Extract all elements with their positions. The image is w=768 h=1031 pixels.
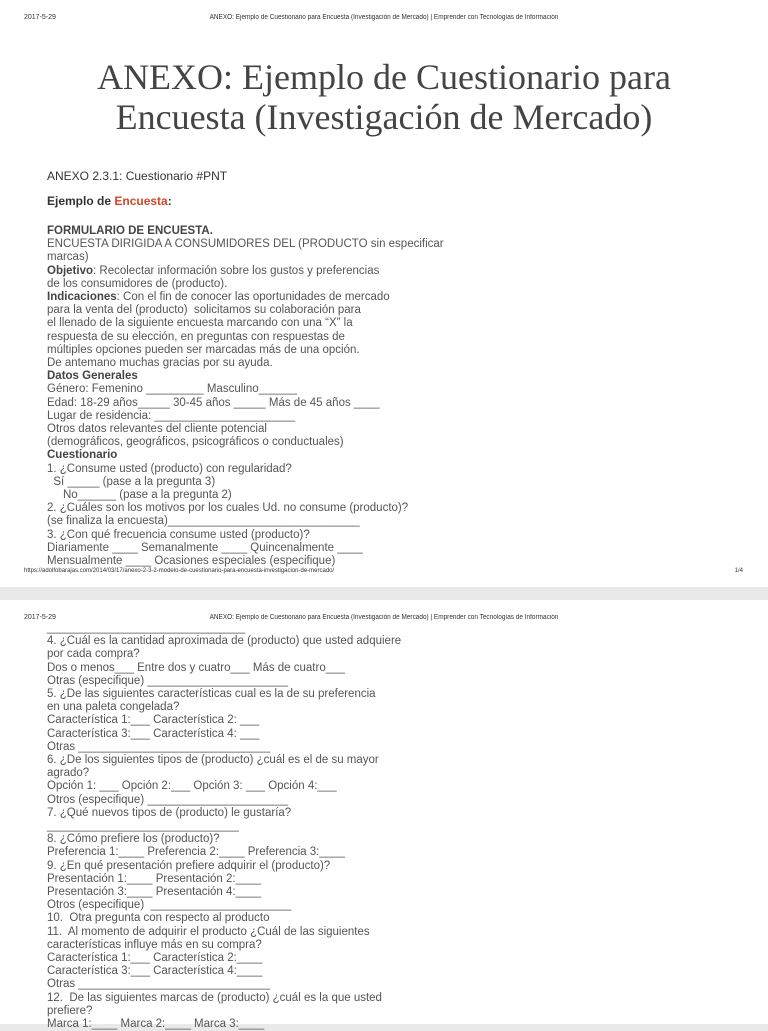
header-title: ANEXO: Ejemplo de Cuestionario para Encuesta (Investigación de Mercado) | Emprender con Tecnologías de Información [209, 614, 559, 621]
line-text: Mensualmente ____ Ocasiones especiales (especifique) [47, 555, 336, 568]
text-line [47, 436, 444, 449]
field-label: Objetivo [47, 264, 94, 277]
line-text: No______ (pase a la pregunta 2) [47, 489, 232, 502]
line-text: Diariamente ____ Semanalmente ____ Quincenalmente ____ [47, 541, 363, 554]
text-line [47, 899, 401, 912]
line-text: Otros datos relevantes del cliente potencial [47, 423, 267, 436]
text-line [47, 648, 401, 661]
text-line [47, 291, 444, 304]
line-text: 10. Otra pregunta con respecto al producto [47, 912, 270, 925]
text-line [47, 965, 401, 978]
section-heading: FORMULARIO DE ENCUESTA. [47, 225, 213, 237]
text-line [47, 714, 401, 727]
text-line [47, 688, 401, 701]
line-text: (se finaliza la encuesta)______________________________ [47, 515, 360, 528]
text-line [47, 238, 444, 251]
header-title: ANEXO: Ejemplo de Cuestionario para Encuesta (Investigación de Mercado) | Emprender con Tecnologías de Información [209, 14, 559, 21]
document-title-line-1: ANEXO: Ejemplo de Cuestionario para [97, 57, 671, 97]
encuesta-link[interactable]: Encuesta [114, 194, 168, 208]
text-line [47, 662, 401, 675]
questionnaire-body-page-2 [47, 622, 401, 1031]
page-header [0, 10, 768, 24]
line-text: por cada compra? [47, 648, 140, 661]
text-line [47, 754, 401, 767]
line-text: 5. ¿De las siguientes características cual es la de su preferencia [47, 688, 376, 701]
line-text: características influye más en su compra? [47, 938, 262, 951]
line-text: prefiere? [47, 1004, 93, 1017]
text-line [47, 344, 444, 357]
line-text: de los consumidores de (producto). [47, 277, 228, 290]
line-text: agrado? [47, 767, 90, 780]
section-heading: Datos Generales [47, 370, 138, 383]
line-text: Dos o menos___ Entre dos y cuatro___ Más de cuatro___ [47, 661, 345, 674]
line-text: 3. ¿Con qué frecuencia consume usted (producto)? [47, 528, 310, 541]
text-line [47, 912, 401, 925]
line-text: Presentación 1:____ Presentación 2:____ [47, 872, 262, 885]
text-line [47, 741, 401, 754]
text-line [47, 833, 401, 846]
line-text: 11. Al momento de adquirir el producto ¿Cuál de las siguientes [47, 925, 370, 938]
text-line [47, 807, 401, 820]
text-line [47, 952, 401, 965]
header-date: 2017-5-29 [24, 14, 56, 21]
text-line [47, 529, 444, 542]
text-line [47, 886, 401, 899]
text-line [47, 304, 444, 317]
text-line [47, 1005, 401, 1018]
text-line [47, 820, 401, 833]
line-text: 4. ¿Cuál es la cantidad aproximada de (producto) que usted adquiere [47, 635, 402, 648]
line-text: 12. De las siguientes marcas de (producto) ¿cuál es la que usted [47, 991, 382, 1004]
field-label: Indicaciones [47, 291, 117, 304]
text-line [47, 463, 444, 476]
line-text: Otros (especifique) ______________________ [47, 899, 292, 912]
text-line [47, 251, 444, 264]
line-text: para la venta del (producto) solicitamos su colaboración para [47, 304, 361, 317]
ejemplo-prefix: Ejemplo de [47, 194, 115, 208]
footer-page-number: 1/4 [734, 568, 743, 574]
line-text: 6. ¿De los siguientes tipos de (producto) ¿cuál es el de su mayor [47, 754, 379, 767]
line-text: ______________________________ [47, 820, 239, 833]
text-line [47, 317, 444, 330]
text-line [47, 926, 401, 939]
line-text: De antemano muchas gracias por su ayuda. [47, 357, 273, 370]
line-text: : Con el fin de conocer las oportunidades de mercado [116, 291, 390, 304]
line-text: Otras ______________________________ [47, 740, 271, 753]
line-text: respuesta de su elección, en preguntas con respuestas de [47, 330, 345, 343]
text-line [47, 502, 444, 515]
anexo-label: ANEXO 2.3.1: Cuestionario #PNT [47, 169, 228, 183]
text-line [47, 939, 401, 952]
line-text: 2. ¿Cuáles son los motivos por los cuales Ud. no consume (producto)? [47, 502, 409, 515]
text-line [47, 860, 401, 873]
section-heading: Cuestionario [47, 449, 118, 462]
line-text: el llenado de la siguiente encuesta marcando con una “X” la [47, 317, 353, 330]
line-text: múltiples opciones pueden ser marcadas más de una opción. [47, 343, 360, 356]
text-line [47, 278, 444, 291]
text-line [47, 476, 444, 489]
text-line [47, 728, 401, 741]
text-line [47, 978, 401, 991]
line-text: Característica 3:___ Característica 4:____ [47, 965, 263, 978]
line-text: Característica 1:___ Característica 2: ___ [47, 714, 260, 727]
text-line [47, 410, 444, 423]
text-line [47, 370, 444, 383]
line-text: Presentación 3:____ Presentación 4:____ [47, 886, 262, 899]
header-date: 2017-5-29 [24, 614, 56, 621]
text-line [47, 331, 444, 344]
line-text: 7. ¿Qué nuevos tipos de (producto) le gustaría? [47, 806, 292, 819]
line-text: Otros (especifique) ______________________ [47, 793, 289, 806]
text-line [47, 675, 401, 688]
ejemplo-suffix: : [167, 194, 172, 208]
text-line [47, 767, 401, 780]
line-text: Característica 1:___ Característica 2:____ [47, 952, 263, 965]
document-page-2 [0, 600, 768, 1031]
line-text: ENCUESTA DIRIGIDA A CONSUMIDORES DEL (PRODUCTO sin especificar [47, 238, 444, 251]
line-text: marcas) [47, 251, 89, 264]
line-text: Edad: 18-29 años_____ 30-45 años _____ Más de 45 años ____ [47, 396, 380, 409]
line-text: Opción 1: ___ Opción 2:___ Opción 3: ___ Opción 4:___ [47, 780, 337, 793]
line-text: Género: Femenino _________ Masculino______ [47, 383, 297, 396]
text-line [47, 1018, 401, 1031]
line-text: Característica 3:___ Característica 4: ___ [47, 727, 260, 740]
text-line [47, 701, 401, 714]
footer-url: https://adolfobarajas.com/2014/03/17/anexo-2-3-2-modelo-de-cuestionario-para-encuesta-investigacion-de-mercado/ [24, 568, 335, 574]
text-line [47, 846, 401, 859]
line-text: 1. ¿Consume usted (producto) con regularidad? [47, 462, 292, 475]
line-text: : Recolectar información sobre los gustos y preferencias [93, 264, 380, 277]
text-line [47, 225, 444, 238]
text-line [47, 873, 401, 886]
text-line [47, 555, 444, 568]
text-line [47, 397, 444, 410]
text-line [47, 357, 444, 370]
line-text: _______________________________ [47, 622, 246, 634]
line-text: Lugar de residencia: ______________________ [47, 409, 296, 422]
text-line [47, 423, 444, 436]
ejemplo-heading [47, 194, 172, 208]
line-text: Otras (especifique) ______________________ [47, 674, 289, 687]
text-line [47, 489, 444, 502]
text-line [47, 992, 401, 1005]
line-text: Preferencia 1:____ Preferencia 2:____ Preferencia 3:____ [47, 846, 345, 859]
line-text: 8. ¿Cómo prefiere los (producto)? [47, 833, 220, 846]
text-line [47, 794, 401, 807]
text-line [47, 265, 444, 278]
line-text: en una paleta congelada? [47, 701, 180, 714]
line-text: (demográficos, geográficos, psicográficos o conductuales) [47, 436, 344, 449]
text-line [47, 780, 401, 793]
questionnaire-body-page-1 [47, 225, 444, 568]
text-line [47, 622, 401, 635]
text-line [47, 635, 401, 648]
text-line [47, 449, 444, 462]
line-text: Otras ______________________________ [47, 978, 271, 991]
text-line [47, 383, 444, 396]
document-title-line-2: Encuesta (Investigación de Mercado) [115, 97, 653, 137]
text-line [47, 542, 444, 555]
line-text: Marca 1:____ Marca 2:____ Marca 3:____ [47, 1018, 265, 1031]
line-text: Sí _____ (pase a la pregunta 3) [47, 475, 216, 488]
document-title [0, 57, 768, 137]
text-line [47, 515, 444, 528]
line-text: 9. ¿En qué presentación prefiere adquirir el (producto)? [47, 859, 331, 872]
